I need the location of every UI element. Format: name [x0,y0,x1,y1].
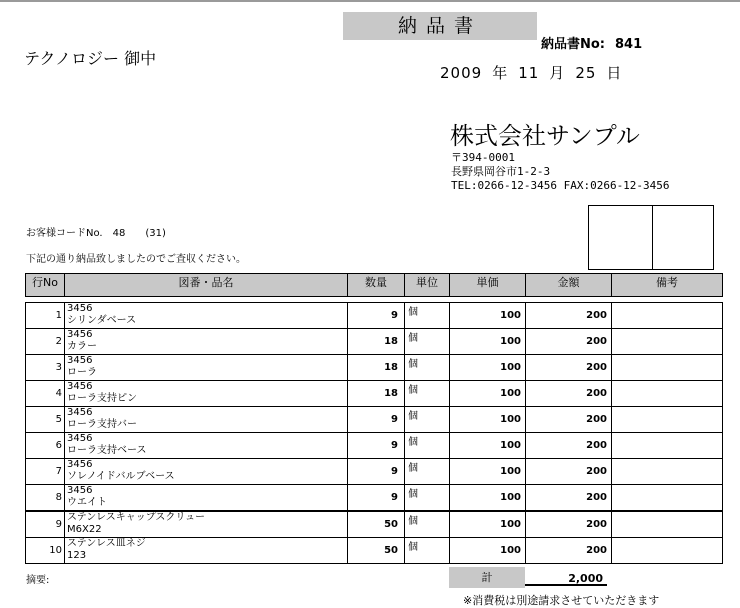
row-number: 8 [26,485,65,512]
item-name: M6X22 [67,524,102,535]
remarks [612,407,723,433]
issue-date [440,62,632,83]
table-row [26,355,723,381]
stamp-box [588,205,714,270]
table-header [25,273,723,297]
quantity: 18 [348,329,405,355]
date-month: 11 [518,64,540,82]
table-row [26,329,723,355]
unit: 個 [405,511,450,538]
company-contact: TEL:0266-12-3456 FAX:0266-12-3456 [451,179,670,192]
quantity: 50 [348,538,405,564]
item-name: カラー [67,341,97,352]
item-code: 3456 [67,433,93,444]
item-code: ステンレス皿ネジ [67,538,146,549]
document-title: 納品書 [343,12,537,40]
company-address: 長野県岡谷市1-2-3 [451,165,551,178]
amount: 200 [526,303,612,329]
remarks [612,381,723,407]
tax-footnote: ※消費税は別途請求させていただきます [463,594,660,607]
unit-price: 100 [450,407,526,433]
quantity: 18 [348,355,405,381]
item-code: 3456 [67,355,93,366]
table-row [26,459,723,485]
item-code: 3456 [67,485,93,496]
amount: 200 [526,459,612,485]
remarks [612,329,723,355]
items-table [25,302,723,564]
date-year: 2009 [440,64,483,82]
date-day: 25 [575,64,597,82]
row-number: 5 [26,407,65,433]
quantity: 9 [348,407,405,433]
item-name: ローラ支持ベース [67,445,147,456]
remarks [612,485,723,512]
row-number: 4 [26,381,65,407]
memo-label: 摘要: [26,575,50,586]
table-row [26,511,723,538]
top-border [0,0,740,2]
table-row [26,433,723,459]
unit: 個 [405,407,450,433]
header-row-no: 行No [26,274,65,297]
remarks [612,459,723,485]
unit: 個 [405,433,450,459]
row-number: 2 [26,329,65,355]
customer-code-label: お客様コードNo. [26,228,103,239]
item-name: ソレノイドバルブベース [67,471,175,482]
unit-price: 100 [450,355,526,381]
item-cell [65,538,348,564]
item-name: ローラ支持ピン [67,393,137,404]
company-name: 株式会社サンプル [450,122,640,150]
item-code: 3456 [67,381,93,392]
header-unit-price: 単価 [450,274,526,297]
item-cell [65,303,348,329]
unit: 個 [405,538,450,564]
amount: 200 [526,355,612,381]
total-label: 計 [449,567,525,588]
unit-price: 100 [450,329,526,355]
doc-number [541,33,642,52]
item-code: ステンレスキャップスクリュー [67,512,206,523]
header-quantity: 数量 [348,274,405,297]
item-code: 3456 [67,303,93,314]
customer-name: テクノロジー 御中 [24,49,157,68]
unit-price: 100 [450,381,526,407]
item-code: 3456 [67,459,93,470]
remarks [612,511,723,538]
remarks [612,355,723,381]
table-row [26,303,723,329]
unit: 個 [405,459,450,485]
table-row [26,538,723,564]
amount: 200 [526,381,612,407]
unit-price: 100 [450,459,526,485]
row-number: 7 [26,459,65,485]
header-unit: 単位 [405,274,450,297]
unit-price: 100 [450,433,526,459]
item-cell [65,329,348,355]
item-name: ローラ [67,367,97,378]
amount: 200 [526,485,612,512]
unit-price: 100 [450,538,526,564]
remarks [612,538,723,564]
total-value: 2,000 [525,567,607,586]
quantity: 9 [348,485,405,512]
item-code: 3456 [67,407,93,418]
row-number: 9 [26,511,65,538]
row-number: 1 [26,303,65,329]
quantity: 9 [348,459,405,485]
table-row [26,407,723,433]
item-code: 3456 [67,329,93,340]
table-row [26,381,723,407]
doc-number-value: 841 [615,37,643,52]
quantity: 9 [348,303,405,329]
header-amount: 金額 [526,274,612,297]
amount: 200 [526,433,612,459]
unit: 個 [405,381,450,407]
amount: 200 [526,538,612,564]
quantity: 18 [348,381,405,407]
date-month-unit: 月 [549,64,566,82]
item-cell [65,459,348,485]
item-name: シリンダベース [67,315,137,326]
amount: 200 [526,407,612,433]
customer-code-sub: (31) [145,228,166,239]
item-cell [65,511,348,538]
unit: 個 [405,329,450,355]
quantity: 50 [348,511,405,538]
item-cell [65,407,348,433]
date-year-unit: 年 [492,64,509,82]
amount: 200 [526,511,612,538]
unit-price: 100 [450,511,526,538]
customer-code [26,224,166,239]
row-number: 10 [26,538,65,564]
doc-number-label: 納品書No: [541,37,606,52]
remarks [612,433,723,459]
header-remarks: 備考 [612,274,723,297]
unit: 個 [405,303,450,329]
row-number: 3 [26,355,65,381]
date-day-unit: 日 [606,64,623,82]
unit: 個 [405,355,450,381]
amount: 200 [526,329,612,355]
item-cell [65,355,348,381]
quantity: 9 [348,433,405,459]
item-name: 123 [67,550,87,561]
item-name: ローラ支持バー [67,419,137,430]
header-item-name: 図番・品名 [65,274,348,297]
unit: 個 [405,485,450,512]
remarks [612,303,723,329]
company-postal: 〒394-0001 [451,151,515,164]
item-name: ウエイト [67,497,107,508]
delivery-note: 下記の通り納品致しましたのでご査収ください。 [26,254,246,265]
table-row [26,485,723,512]
stamp-divider [652,206,653,269]
row-number: 6 [26,433,65,459]
unit-price: 100 [450,303,526,329]
customer-code-value: 48 [112,228,126,239]
item-cell [65,433,348,459]
item-cell [65,485,348,512]
item-cell [65,381,348,407]
unit-price: 100 [450,485,526,512]
